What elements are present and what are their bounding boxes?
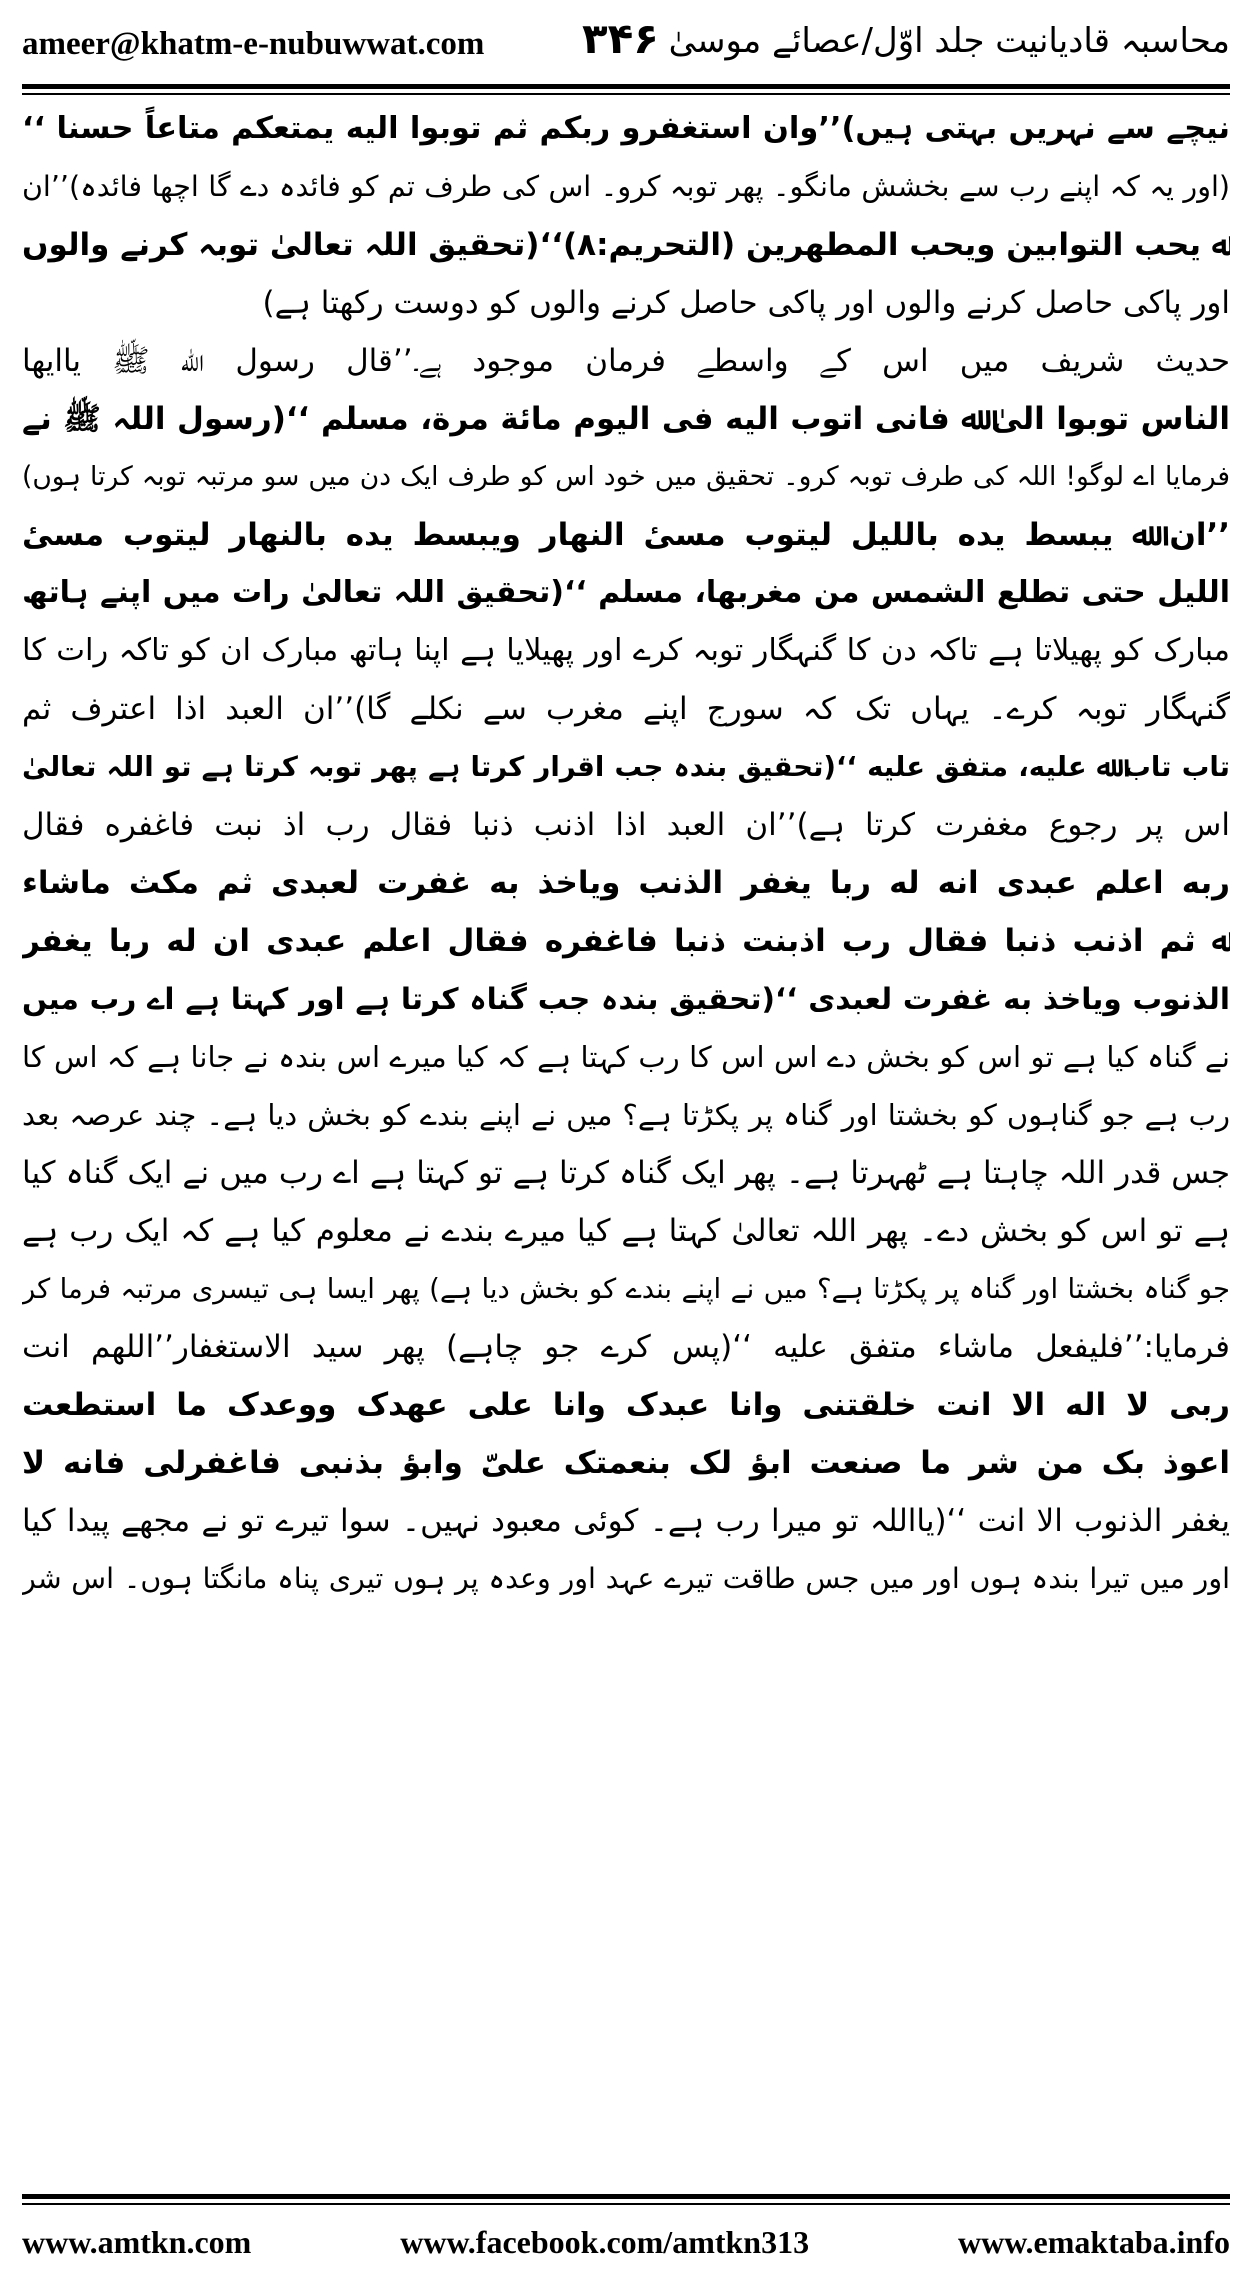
page-header bbox=[22, 6, 1230, 86]
text-line: تاب تاب ﷲ علیه، متفق علیه ‘‘(تحقیق بندہ جب اقرار کرتا ہے پھر توبہ کرتا ہے تو اللہ تعالیٰ bbox=[22, 751, 1230, 783]
text-line: ہے تو اس کو بخش دے۔ پھر اللہ تعالیٰ کہتا ہے کیا میرے بندے نے معلوم کیا ہے کہ ایک رب ہے bbox=[22, 1213, 1230, 1249]
footer-link-facebook[interactable]: www.facebook.com/amtkn313 bbox=[400, 2223, 810, 2260]
text-line: اور میں تیرا بندہ ہوں اور میں جس طاقت تیرے عہد اور وعدہ پر ہوں تیری پناہ مانگتا ہوں۔ اس شر bbox=[22, 1562, 1230, 1595]
header-divider bbox=[22, 84, 1230, 89]
text-line: حدیث شریف میں اس کے واسطے فرمان موجود ہے۔’’قال رسول ﷲ ﷺ یاایھا bbox=[22, 343, 1230, 379]
text-line: اللیل حتی تطلع الشمس من مغربھا، مسلم ‘‘(تحقیق اللہ تعالیٰ رات میں اپنے ہاتھ bbox=[22, 575, 1230, 610]
text-line: رب ہے جو گناہوں کو بخشتا اور گناہ پر پکڑتا ہے؟ میں نے اپنے بندے کو بخش دیا ہے۔ چند عرصہ بعد bbox=[22, 1098, 1230, 1132]
text-line: گنہگار توبہ کرے۔ یہاں تک کہ سورج اپنے مغرب سے نکلے گا)’’ان العبد اذا اعترف ثم bbox=[22, 691, 1230, 727]
text-line: فرمایا اے لوگو! اللہ کی طرف توبہ کرو۔ تحقیق میں خود اس کو طرف ایک دن میں سو مرتبہ توبہ کرتا ہوں) bbox=[22, 461, 1230, 492]
text-line: اعوذ بک من شر ما صنعت ابؤ لک بنعمتک علیّ وابؤ بذنبی فاغفرلی فانه لا bbox=[22, 1445, 1230, 1481]
text-line: اور پاکی حاصل کرنے والوں اور پاکی حاصل کرنے والوں کو دوست رکھتا ہے) bbox=[262, 285, 1230, 321]
text-line: ’’ان ﷲ یبسط یده باللیل لیتوب مسیٔ النھار ویبسط یده بالنھار لیتوب مسیٔ bbox=[22, 517, 1230, 553]
text-line: ﷲ یحب التوابین ویحب المطھرین (التحریم:۸)‘‘(تحقیق اللہ تعالیٰ توبہ کرنے والوں bbox=[22, 227, 1230, 263]
text-line: یغفر الذنوب الا انت ‘‘(یااللہ تو میرا رب ہے۔ کوئی معبود نہیں۔ سوا تیرے تو نے مجھے پیدا کیا bbox=[22, 1503, 1230, 1539]
text-line: مبارک کو پھیلاتا ہے تاکہ دن کا گنہگار توبہ کرے اور پھیلایا ہے اپنا ہاتھ مبارک ان کو تاکہ رات کا bbox=[22, 633, 1230, 668]
header-email: ameer@khatm-e-nubuwwat.com bbox=[22, 26, 485, 62]
header-divider-thin bbox=[22, 93, 1230, 95]
page-number: ۳۴۶ bbox=[582, 14, 659, 63]
footer-link-amtkn[interactable]: www.amtkn.com bbox=[22, 2223, 252, 2260]
footer-link-emaktaba[interactable]: www.emaktaba.info bbox=[957, 2223, 1230, 2260]
text-line: نیچے سے نہریں بہتی ہیں)’’وان استغفرو ربکم ثم توبوا الیه یمتعکم متاعاً حسنا ‘‘ bbox=[22, 111, 1230, 146]
footer-divider-thin bbox=[22, 2203, 1230, 2205]
text-line: جس قدر اللہ چاہتا ہے ٹھہرتا ہے۔ پھر ایک گناہ کرتا ہے تو کہتا ہے اے رب میں نے ایک گناہ کیا bbox=[22, 1155, 1230, 1191]
text-line: الذنوب ویاخذ به غفرت لعبدی ‘‘(تحقیق بندہ جب گناہ کرتا ہے اور کہتا ہے اے رب میں bbox=[22, 982, 1230, 1016]
text-line: نے گناہ کیا ہے تو اس کو بخش دے اس اس کا رب کہتا ہے کہ کیا میرے اس بندہ نے جانا ہے کہ اس کا bbox=[22, 1040, 1230, 1074]
text-line: فرمایا:’’فلیفعل ماشاء متفق علیه ‘‘(پس کرے جو چاہے) پھر سید الاستغفار’’اللھم انت bbox=[22, 1329, 1230, 1365]
book-title: محاسبہ قادیانیت جلد اوّل/عصائے موسیٰ bbox=[668, 21, 1230, 61]
text-line: الناس توبوا الیٰ ﷲ فانی اتوب الیه فی الیوم مائة مرة، مسلم ‘‘(رسول اللہ ﷺ نے bbox=[22, 401, 1230, 437]
page-footer bbox=[22, 2214, 1230, 2270]
body-text bbox=[22, 100, 1230, 2188]
text-line: ربه اعلم عبدی انه له ربا یغفر الذنب ویاخذ به غفرت لعبدی ثم مکث ماشاء bbox=[22, 865, 1230, 901]
text-line: ربی لا اله الا انت خلقتنی وانا عبدک وانا علی عھدک ووعدک ما استطعت bbox=[22, 1387, 1230, 1423]
text-line: (اور یہ کہ اپنے رب سے بخشش مانگو۔ پھر توبہ کرو۔ اس کی طرف تم کو فائدہ دے گا اچھا فائدہ)’’ان bbox=[22, 170, 1230, 203]
text-line: اس پر رجوع مغفرت کرتا ہے)’’ان العبد اذا اذنب ذنبا فقال رب اذ نبت فاغفره فقال bbox=[22, 807, 1230, 843]
text-line: ﷲ ثم اذنب ذنبا فقال رب اذبنت ذنبا فاغفره فقال اعلم عبدی ان له ربا یغفر bbox=[22, 923, 1230, 959]
text-line: جو گناہ بخشتا اور گناہ پر پکڑتا ہے؟ میں نے اپنے بندے کو بخش دیا ہے) پھر ایسا ہی تیسری مرتبہ فرما کر bbox=[22, 1273, 1230, 1305]
footer-divider bbox=[22, 2194, 1230, 2199]
